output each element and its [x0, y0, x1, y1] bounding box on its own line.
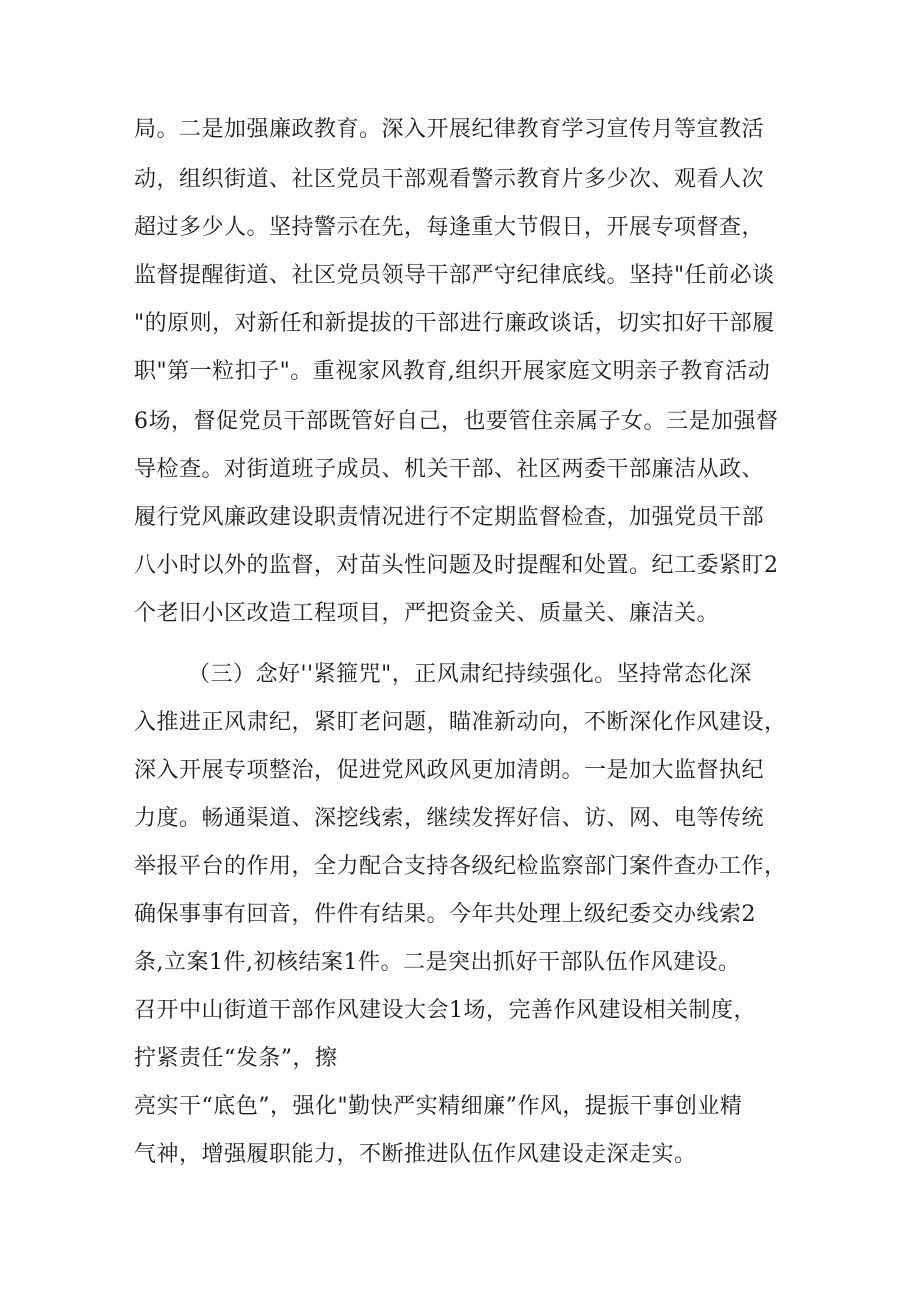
- text-line: "的原则，对新任和新提拔的干部进行廉政谈话，切实扣好干部履: [134, 311, 775, 336]
- text-line: 局。二是加强廉政教育。深入开展纪律教育学习宣传月等宣教活: [134, 117, 765, 142]
- text-line: 召开中山街道干部作风建设大会1场，完善作风建设相关制度，: [134, 998, 756, 1023]
- text-line: 气神，增强履职能力，不断推进队伍作风建设走深走实。: [134, 1142, 697, 1167]
- text-line: 举报平台的作用，全力配合支持各级纪检监察部门案件查办工作，: [134, 854, 787, 879]
- text-line: 动，组织街道、社区党员干部观看警示教育片多少次、观看人次: [134, 167, 765, 192]
- text-line: 深入开展专项整治，促进党风政风更加清朗。一是加大监督执纪: [134, 758, 765, 783]
- text-line: 监督提醒街道、社区党员领导干部严守纪律底线。坚持"任前必谈: [134, 263, 775, 288]
- text-line: 6场，督促党员干部既管好自己，也要管住亲属子女。三是加强督: [134, 409, 779, 434]
- text-line: 确保事事有回音，件件有结果。今年共处理上级纪委交办线索2: [134, 902, 756, 927]
- text-line: 履行党风廉政建设职责情况进行不定期监督检查，加强党员干部: [134, 505, 765, 530]
- text-line: 亮实干“底色”，强化"勤快严实精细廉”作风，提振干事创业精: [134, 1094, 743, 1119]
- text-line: 八小时以外的监督，对苗头性问题及时提醒和处置。纪工委紧盯2: [134, 553, 779, 578]
- text-line: 个老旧小区改造工程项目，严把资金关、质量关、廉洁关。: [134, 601, 720, 626]
- text-line: 入推进正风肃纪，紧盯老问题，瞄准新动向，不断深化作风建设，: [134, 710, 787, 735]
- text-line: （三）念好''紧箍咒"，正风肃纪持续强化。坚持常态化深: [188, 662, 752, 687]
- text-line: 拧紧责任“发条”，擦: [134, 1046, 338, 1071]
- text-line: 力度。畅通渠道、深挖线索，继续发挥好信、访、网、电等传统: [134, 806, 765, 831]
- text-line: 导检查。对街道班子成员、机关干部、社区两委干部廉洁从政、: [134, 457, 765, 482]
- text-line: 职"第一粒扣子"。重视家风教育,组织开展家庭文明亲子教育活动: [134, 359, 771, 384]
- text-line: 超过多少人。坚持警示在先，每逢重大节假日，开展专项督查，: [134, 215, 765, 240]
- text-line: 条,立案1件,初核结案1件。二是突出抓好干部队伍作风建设。: [134, 950, 741, 975]
